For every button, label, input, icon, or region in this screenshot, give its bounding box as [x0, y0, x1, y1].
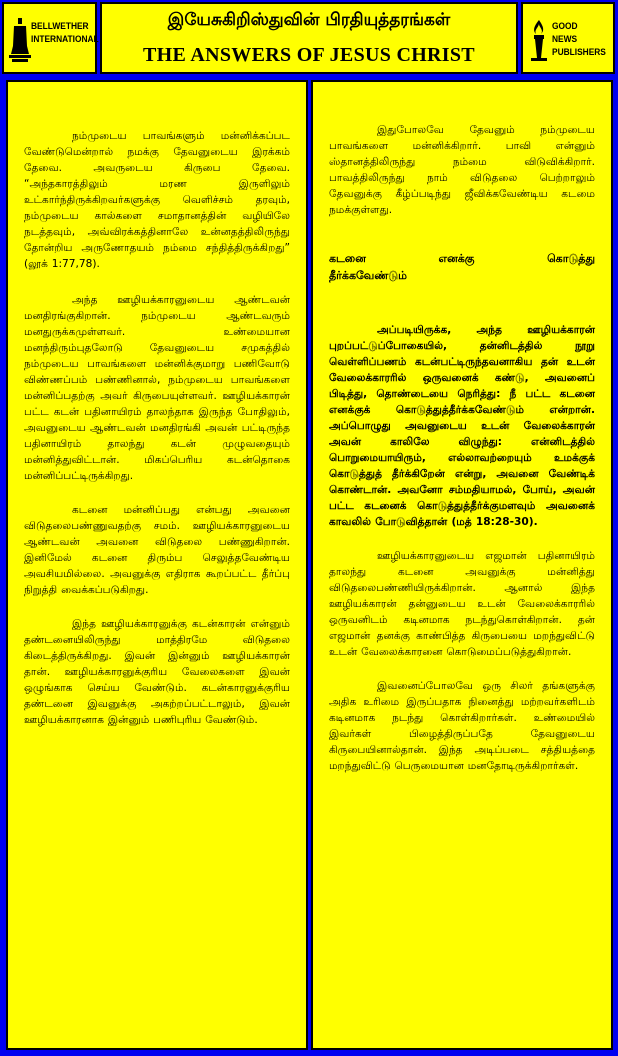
bellwether-logo-text: BELLWETHER INTERNATIONAL [31, 21, 99, 45]
scripture-quote: அப்படியிருக்க, அந்த ஊழியக்காரன் புறப்பட்டுப்போகையில், தன்னிடத்தில் நூறு வெள்ளிப்பணம் கடன்பட்டிருந்தவனாகிய தன் உடன் வேலைக்காரரில் ஒருவனைக் கண்டு, அவனைப் பிடித்து, தொண்டையை நெரித்து: நீ பட்ட கடனை எனக்குக் கொடுத்துத்தீர்க்கவேண்டும் என்றான். அப்பொழுது அவனுடைய உடன் வேலைக்காரன் அவன் காலிலே விழுந்து: என்னிடத்தில் பொறுமையாயிரும், எல்லாவற்றையும் உமக்குக் கொடுத்துத் தீர்க்கிறேன் என்று, அவனை வேண்டிக் கொண்டான். அவனோ சம்மதியாமல், போய், அவன் பட்ட கடனைக் கொடுத்துத்தீர்க்குமளவும் அவனைக் காவலில் போடுவித்தான் (மத் 18:28-30). [329, 324, 595, 528]
left-column [6, 80, 308, 1050]
title-banner [100, 2, 518, 74]
heading-word-1: கடனை [329, 252, 366, 265]
left-paragraph-1: நம்முடைய பாவங்களும் மன்னிக்கப்பட வேண்டுமென்றால் நமக்கு தேவனுடைய இரக்கம் தேவை. அவருடைய கிருபை தேவை. “அந்தகாரத்திலும் மரண இருளிலும் உட்கார்ந்திருக்கிறவர்களுக்கு வெளிச்சம் தரவும், நம்முடைய கால்களை சமாதானத்தின் வழியிலே நடத்தவும், அவ்விரக்கத்தினாலே உன்னதத்திலிருந்து தோன்றிய அருணோதயம் நம்மை சந்தித்திருக்கிறது” (லூக் 1:77,78). [24, 130, 290, 270]
heading-word-2: எனக்கு [438, 252, 475, 265]
bellwether-logo [2, 2, 97, 74]
left-paragraph-3: கடனை மன்னிப்பது என்பது அவனை விடுதலைபண்ணுவதற்கு சமம். ஊழியக்காரனுடைய ஆண்டவன் அவனை விடுதலை பண்ணுகிறான். இனிமேல் கடனை திரும்ப செலுத்தவேண்டிய அவசியமில்லை. அவனுக்கு எதிராக கூறப்பட்ட தீர்ப்பு நிறுத்தி வைக்கப்படுகிறது. [24, 504, 290, 596]
title-tamil: இயேசுகிறிஸ்துவின் பிரதியுத்தரங்கள் [167, 10, 451, 30]
heading-line-2: தீர்க்கவேண்டும் [329, 269, 407, 282]
torch-icon [527, 18, 551, 62]
page-header [0, 0, 618, 78]
right-column [311, 80, 613, 1050]
left-paragraph-4: இந்த ஊழியக்காரனுக்கு கடன்காரன் என்னும் தண்டனையிலிருந்து மாத்திரமே விடுதலை கிடைத்திருக்கிறது. இவன் இன்னும் ஊழியக்காரன் தான். ஊழியக்காரனுக்குரிய வேலைகளை இவன் ஒழுங்காக செய்ய வேண்டும். கடன்காரனுக்குரிய தண்டனை இவனுக்கு அகற்றப்பட்டாலும், இவன் ஊழியக்காரனாக இன்னும் பணிபுரிய வேண்டும். [24, 618, 290, 726]
section-heading [329, 250, 595, 284]
bell-icon [9, 16, 31, 64]
title-english: THE ANSWERS OF JESUS CHRIST [143, 44, 475, 66]
right-paragraph-1: இதுபோலவே தேவனும் நம்முடைய பாவங்களை மன்னிக்கிறார். பாவி என்னும் ஸ்தானத்திலிருந்து நம்மை விடுவிக்கிறார். பாவத்திலிருந்து நாம் விடுதலை பெற்றாலும் தேவனுக்கு கீழ்ப்படிந்து ஜீவிக்கவேண்டிய கடமை நமக்குள்ளது. [329, 124, 595, 216]
good-news-logo-text: GOOD NEWS PUBLISHERS [552, 21, 606, 58]
right-paragraph-2: ஊழியக்காரனுடைய எஜமான் பதினாயிரம் தாலந்து கடனை அவனுக்கு மன்னித்து விடுதலைபண்ணியிருக்கிறான். ஆனால் இந்த ஊழியக்காரன் தன்னுடைய உடன் வேலைக்காரரில் ஒருவனிடம் கடினமாக நடந்துகொள்கிறான். தன் எஜமான் தனக்கு காண்பித்த கிருபையை மறந்துவிட்டு உடன் வேலைக்காரனை கொடுமைப்படுத்துகிறான். [329, 550, 595, 658]
good-news-logo [521, 2, 615, 74]
left-paragraph-2: அந்த ஊழியக்காரனுடைய ஆண்டவன் மனதிரங்குகிறான். நம்முடைய ஆண்டவரும் மனதுருக்கமுள்ளவர். உண்மையான மனந்திரும்புதலோடு தேவனுடைய சமுகத்தில் நம்முடைய பாவங்களை மன்னிக்குமாறு பணிவோடு விண்ணப்பம் பண்ணினால், நம்முடைய பாவங்களை மன்னிப்பதற்கு அவர் கிருபையுள்ளவர். ஊழியக்காரன் பட்ட கடன் பதினாயிரம் தாலந்தாக இருந்த போதிலும், அவனுடைய ஆண்டவன் மனதிரங்கி அவன் பட்டிருந்த பதினாயிரம் தாலந்து கடன் முழுவதையும் மன்னித்துவிட்டான். மிகப்பெரிய கடன்தொகை மன்னிப்பட்டிருக்கிறது. [24, 294, 290, 482]
right-paragraph-3: இவனைப்போலவே ஒரு சிலர் தங்களுக்கு அதிக உரிமை இருப்பதாக நினைத்து மற்றவர்களிடம் கடினமாக நடந்து கொள்கிறார்கள். உண்மையில் இவர்கள் பிழைத்திருப்பதே தேவனுடைய கிருபையினால்தான். இந்த அடிப்படை சத்தியத்தை மறந்துவிட்டு பெருமையான மனதோடிருக்கிறார்கள். [329, 680, 595, 772]
heading-word-3: கொடுத்து [547, 252, 595, 265]
